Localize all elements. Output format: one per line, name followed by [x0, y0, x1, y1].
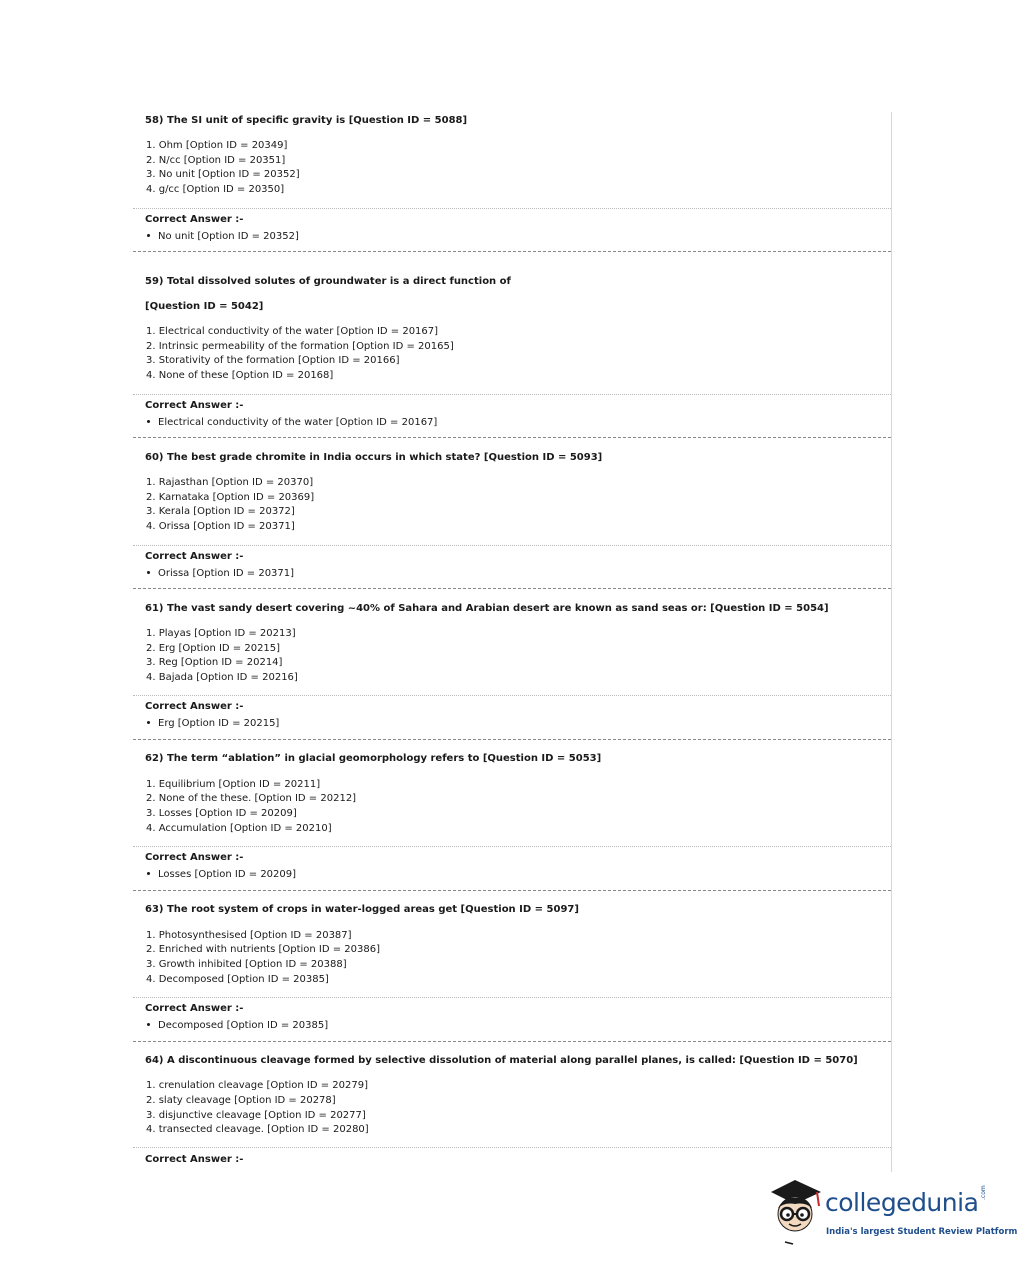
correct-answer: Orissa [Option ID = 20371] — [147, 568, 294, 579]
correct-answer: No unit [Option ID = 20352] — [147, 231, 299, 242]
correct-answer: Decomposed [Option ID = 20385] — [147, 1020, 328, 1031]
question-sheet — [133, 112, 892, 1172]
option: 3. disjunctive cleavage [Option ID = 20277] — [146, 1110, 366, 1121]
question-title: 62) The term “ablation” in glacial geomorphology refers to [Question ID = 5053] — [145, 753, 602, 764]
logo-wordmark: collegedunia — [825, 1188, 979, 1217]
option: 1. Ohm [Option ID = 20349] — [146, 140, 288, 151]
option: 4. g/cc [Option ID = 20350] — [146, 184, 285, 195]
option: 3. Growth inhibited [Option ID = 20388] — [146, 959, 347, 970]
divider — [133, 208, 891, 209]
question-separator — [133, 890, 891, 891]
correct-answer-label: Correct Answer :- — [145, 1154, 244, 1165]
mascot-icon — [765, 1178, 825, 1248]
option: 2. Intrinsic permeability of the formation [Option ID = 20165] — [146, 341, 454, 352]
question-title: 58) The SI unit of specific gravity is [Question ID = 5088] — [145, 115, 468, 126]
correct-answer-label: Correct Answer :- — [145, 701, 244, 712]
divider — [133, 394, 891, 395]
question-separator — [133, 588, 891, 589]
correct-answer: Erg [Option ID = 20215] — [147, 718, 279, 729]
divider — [133, 997, 891, 998]
divider — [133, 545, 891, 546]
question-id: [Question ID = 5042] — [145, 301, 264, 312]
option: 4. Orissa [Option ID = 20371] — [146, 521, 295, 532]
logo-tagline: India's largest Student Review Platform — [826, 1227, 1018, 1237]
option: 3. Kerala [Option ID = 20372] — [146, 506, 295, 517]
option: 2. Erg [Option ID = 20215] — [146, 643, 281, 654]
option: 1. Playas [Option ID = 20213] — [146, 628, 296, 639]
correct-answer-label: Correct Answer :- — [145, 1003, 244, 1014]
divider — [133, 1147, 891, 1148]
option: 1. Electrical conductivity of the water [Option ID = 20167] — [146, 326, 439, 337]
option: 2. N/cc [Option ID = 20351] — [146, 155, 286, 166]
option: 2. slaty cleavage [Option ID = 20278] — [146, 1095, 336, 1106]
option: 1. Rajasthan [Option ID = 20370] — [146, 477, 314, 488]
correct-answer-label: Correct Answer :- — [145, 400, 244, 411]
logo-domain: .com — [980, 1185, 987, 1200]
correct-answer-label: Correct Answer :- — [145, 551, 244, 562]
question-separator — [133, 437, 891, 438]
option: 3. Reg [Option ID = 20214] — [146, 657, 283, 668]
correct-answer-label: Correct Answer :- — [145, 214, 244, 225]
question-separator — [133, 1041, 891, 1042]
option: 3. Losses [Option ID = 20209] — [146, 808, 297, 819]
option: 4. Bajada [Option ID = 20216] — [146, 672, 298, 683]
correct-answer-label: Correct Answer :- — [145, 852, 244, 863]
option: 1. Photosynthesised [Option ID = 20387] — [146, 930, 352, 941]
question-title: 64) A discontinuous cleavage formed by selective dissolution of material along parallel planes, is called: [Question ID = 5070] — [145, 1055, 858, 1066]
question-title: 61) The vast sandy desert covering ~40% of Sahara and Arabian desert are known as sand seas or: [Question ID = 5054] — [145, 603, 829, 614]
option: 4. None of these [Option ID = 20168] — [146, 370, 334, 381]
option: 3. No unit [Option ID = 20352] — [146, 169, 300, 180]
option: 4. Decomposed [Option ID = 20385] — [146, 974, 329, 985]
question-title: 59) Total dissolved solutes of groundwater is a direct function of — [145, 276, 511, 287]
collegedunia-logo — [765, 1178, 1018, 1248]
divider — [133, 846, 891, 847]
question-title: 63) The root system of crops in water-logged areas get [Question ID = 5097] — [145, 904, 579, 915]
option: 2. Enriched with nutrients [Option ID = 20386] — [146, 944, 381, 955]
question-title: 60) The best grade chromite in India occurs in which state? [Question ID = 5093] — [145, 452, 603, 463]
option: 3. Storativity of the formation [Option ID = 20166] — [146, 355, 400, 366]
option: 1. crenulation cleavage [Option ID = 20279] — [146, 1080, 369, 1091]
question-separator — [133, 251, 891, 252]
option: 2. None of the these. [Option ID = 20212] — [146, 793, 357, 804]
option: 1. Equilibrium [Option ID = 20211] — [146, 779, 321, 790]
correct-answer: Electrical conductivity of the water [Option ID = 20167] — [147, 417, 437, 428]
correct-answer: Losses [Option ID = 20209] — [147, 869, 296, 880]
divider — [133, 695, 891, 696]
option: 4. transected cleavage. [Option ID = 20280] — [146, 1124, 369, 1135]
option: 2. Karnataka [Option ID = 20369] — [146, 492, 315, 503]
question-separator — [133, 739, 891, 740]
option: 4. Accumulation [Option ID = 20210] — [146, 823, 332, 834]
